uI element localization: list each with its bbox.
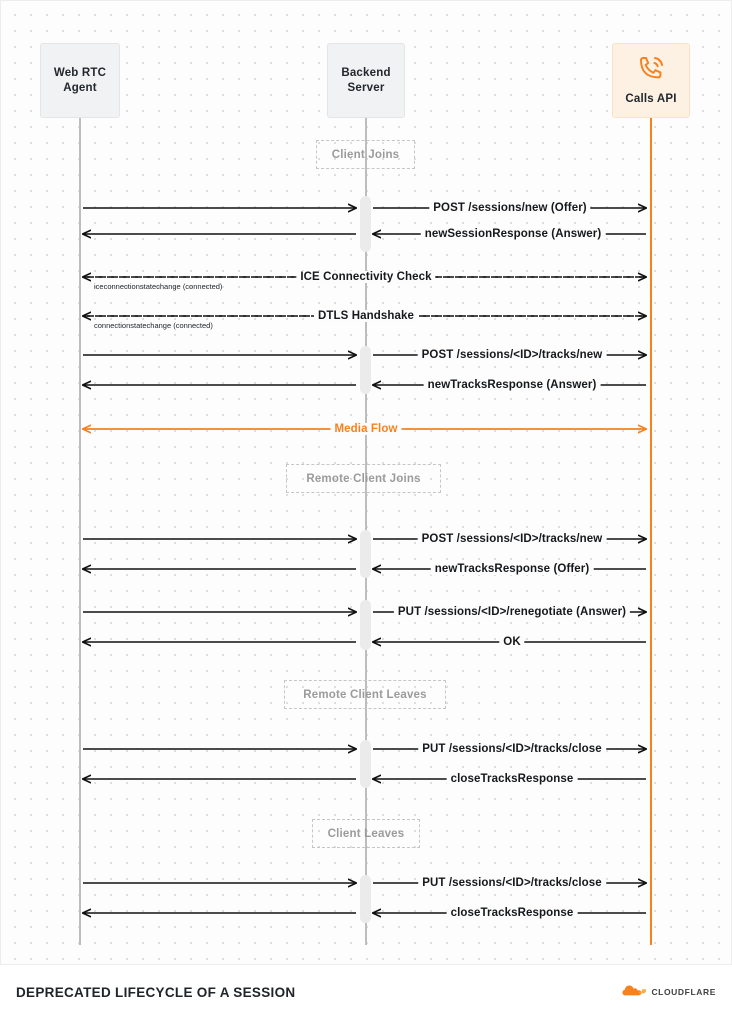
message-label: OK <box>499 636 524 648</box>
actor-label-line2: Agent <box>63 81 97 94</box>
message-label: DTLS Handshake <box>314 310 418 322</box>
message-label: newSessionResponse (Answer) <box>421 228 606 240</box>
brand-label: CLOUDFLARE <box>651 987 716 997</box>
diagram-footer <box>0 965 732 1019</box>
cloudflare-brand <box>622 983 716 1001</box>
message-sublabel: iceconnectionstatechange (connected) <box>94 282 223 291</box>
actor-label-line1: Calls API <box>625 93 677 105</box>
message-label: closeTracksResponse <box>447 773 578 785</box>
message-label: newTracksResponse (Answer) <box>424 379 601 391</box>
phase-label: Remote Client Joins <box>306 472 421 485</box>
message-label: POST /sessions/<ID>/tracks/new <box>418 349 607 361</box>
message-label: PUT /sessions/<ID>/tracks/close <box>418 877 606 889</box>
phase-label: Remote Client Leaves <box>303 688 427 701</box>
diagram-title: DEPRECATED LIFECYCLE OF A SESSION <box>16 984 296 1000</box>
message-label: newTracksResponse (Offer) <box>431 563 594 575</box>
phase-label: Client Joins <box>331 148 400 161</box>
message-label: POST /sessions/<ID>/tracks/new <box>418 533 607 545</box>
message-label-media-flow: Media Flow <box>331 423 402 435</box>
message-label: PUT /sessions/<ID>/renegotiate (Answer) <box>394 606 630 618</box>
actor-label-line1: Web RTC <box>53 67 107 80</box>
actor-label-line2: Server <box>347 81 385 94</box>
message-label: POST /sessions/new (Offer) <box>429 202 590 214</box>
message-label: ICE Connectivity Check <box>296 271 435 283</box>
actor-label-line1: Backend <box>341 67 391 80</box>
cloud-icon <box>622 983 646 1001</box>
message-label: PUT /sessions/<ID>/tracks/close <box>418 743 606 755</box>
message-sublabel: connectionstatechange (connected) <box>94 321 213 330</box>
message-label: closeTracksResponse <box>447 907 578 919</box>
phase-label: Client Leaves <box>327 827 405 840</box>
